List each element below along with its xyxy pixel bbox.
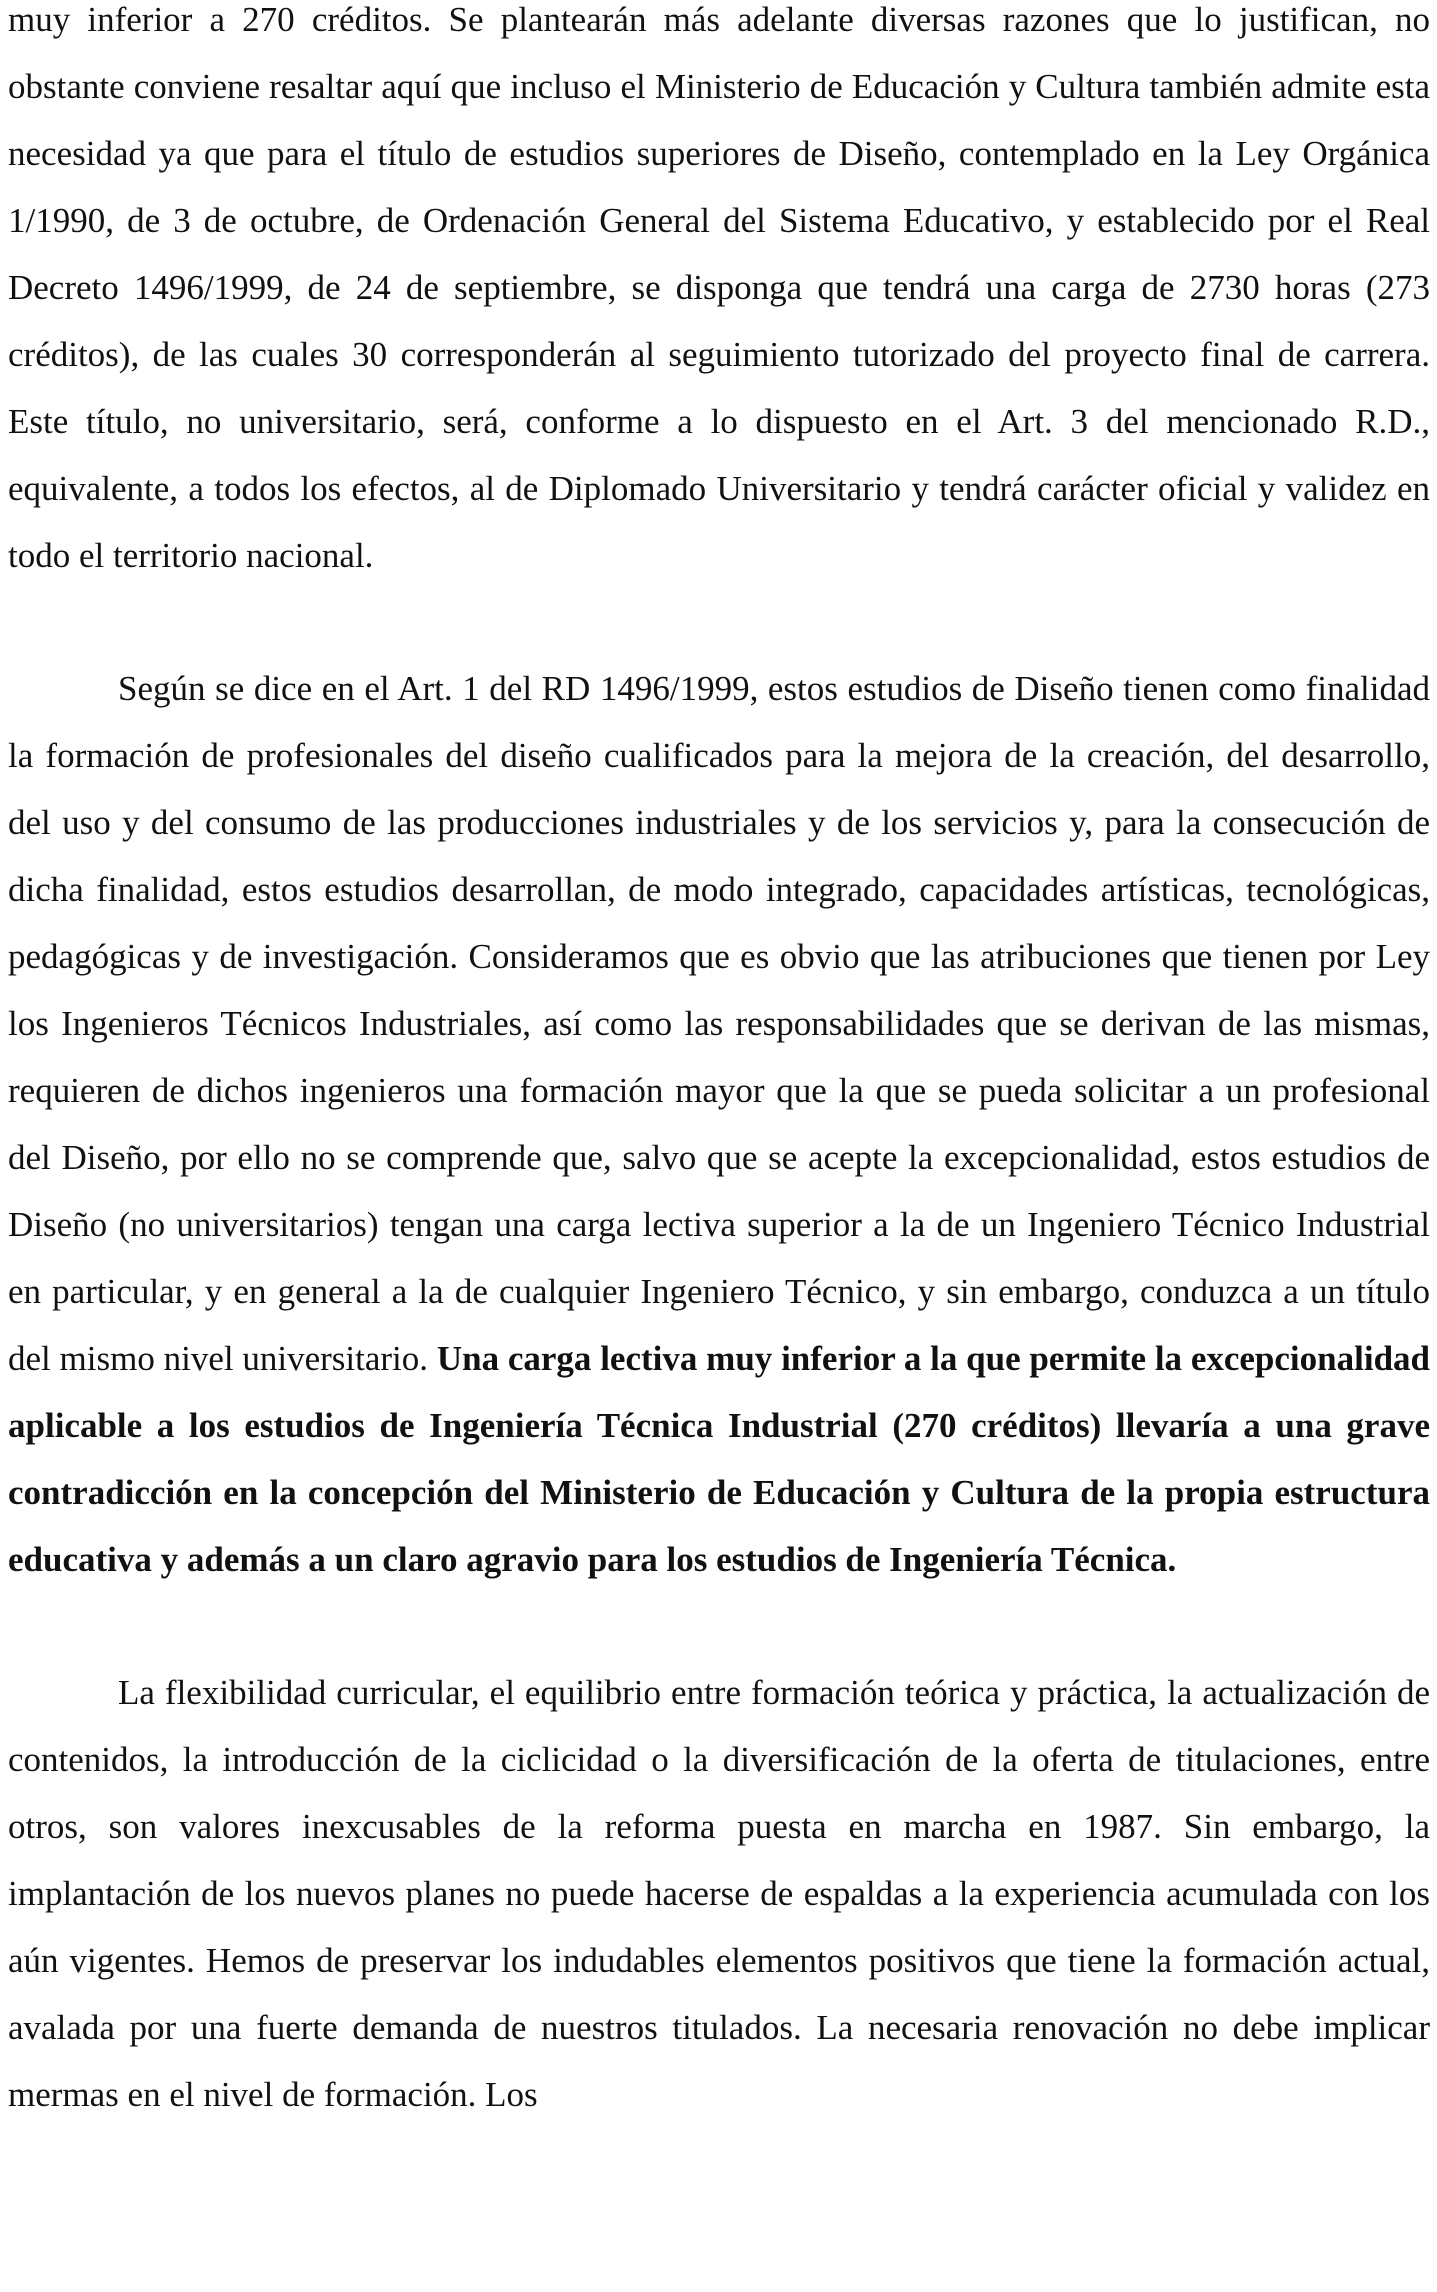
- paragraph-flexibilidad-curricular: [8, 1659, 1430, 2128]
- paragraph-text: muy inferior a 270 créditos. Se plantearán más adelante diversas razones que lo justifican, no obstante conviene resaltar aquí que incluso el Ministerio de Educación y Cultura también admite esta necesidad ya que para el título de estudios superiores de Diseño, contemplado en la Ley Orgánica 1/1990, de 3 de octubre, de Ordenación General del Sistema Educativo, y establecido por el Real Decreto 1496/1999, de 24 de septiembre, se disponga que tendrá una carga de 2730 horas (273 créditos), de las cuales 30 corresponderán al seguimiento tutorizado del proyecto final de carrera. Este título, no universitario, será, conforme a lo dispuesto en el Art. 3 del mencionado R.D., equivalente, a todos los efectos, al de Diplomado Universitario y tendrá carácter oficial y validez en todo el territorio nacional.: [8, 0, 1430, 575]
- paragraph-text: La flexibilidad curricular, el equilibrio entre formación teórica y práctica, la actualización de contenidos, la introducción de la ciclicidad o la diversificación de la oferta de titulaciones, entre otros, son valores inexcusables de la reforma puesta en marcha en 1987. Sin embargo, la implantación de los nuevos planes no puede hacerse de espaldas a la experiencia acumulada con los aún vigentes. Hemos de preservar los indudables elementos positivos que tiene la formación actual, avalada por una fuerte demanda de nuestros titulados. La necesaria renovación no debe implicar mermas en el nivel de formación. Los: [8, 1673, 1430, 2114]
- paragraph-gap: [8, 589, 1430, 655]
- paragraph-rd-1496-1999: [8, 655, 1430, 1593]
- paragraph-gap: [8, 1593, 1430, 1659]
- document-page: [8, 0, 1430, 2128]
- paragraph-carga-lectiva-diseno: [8, 0, 1430, 589]
- paragraph-bold-conclusion: Una carga lectiva muy inferior a la que permite la excepcionalidad aplicable a los estudios de Ingeniería Técnica Industrial (270 créditos) llevaría a una grave contradicción en la concepción del Ministerio de Educación y Cultura de la propia estructura educativa y además a un claro agravio para los estudios de Ingeniería Técnica.: [8, 1339, 1430, 1579]
- paragraph-text: Según se dice en el Art. 1 del RD 1496/1999, estos estudios de Diseño tienen como finalidad la formación de profesionales del diseño cualificados para la mejora de la creación, del desarrollo, del uso y del consumo de las producciones industriales y de los servicios y, para la consecución de dicha finalidad, estos estudios desarrollan, de modo integrado, capacidades artísticas, tecnológicas, pedagógicas y de investigación. Consideramos que es obvio que las atribuciones que tienen por Ley los Ingenieros Técnicos Industriales, así como las responsabilidades que se derivan de las mismas, requieren de dichos ingenieros una formación mayor que la que se pueda solicitar a un profesional del Diseño, por ello no se comprende que, salvo que se acepte la excepcionalidad, estos estudios de Diseño (no universitarios) tengan una carga lectiva superior a la de un Ingeniero Técnico Industrial en particular, y en general a la de cualquier Ingeniero Técnico, y sin embargo, conduzca a un título del mismo nivel universitario.: [8, 669, 1430, 1378]
